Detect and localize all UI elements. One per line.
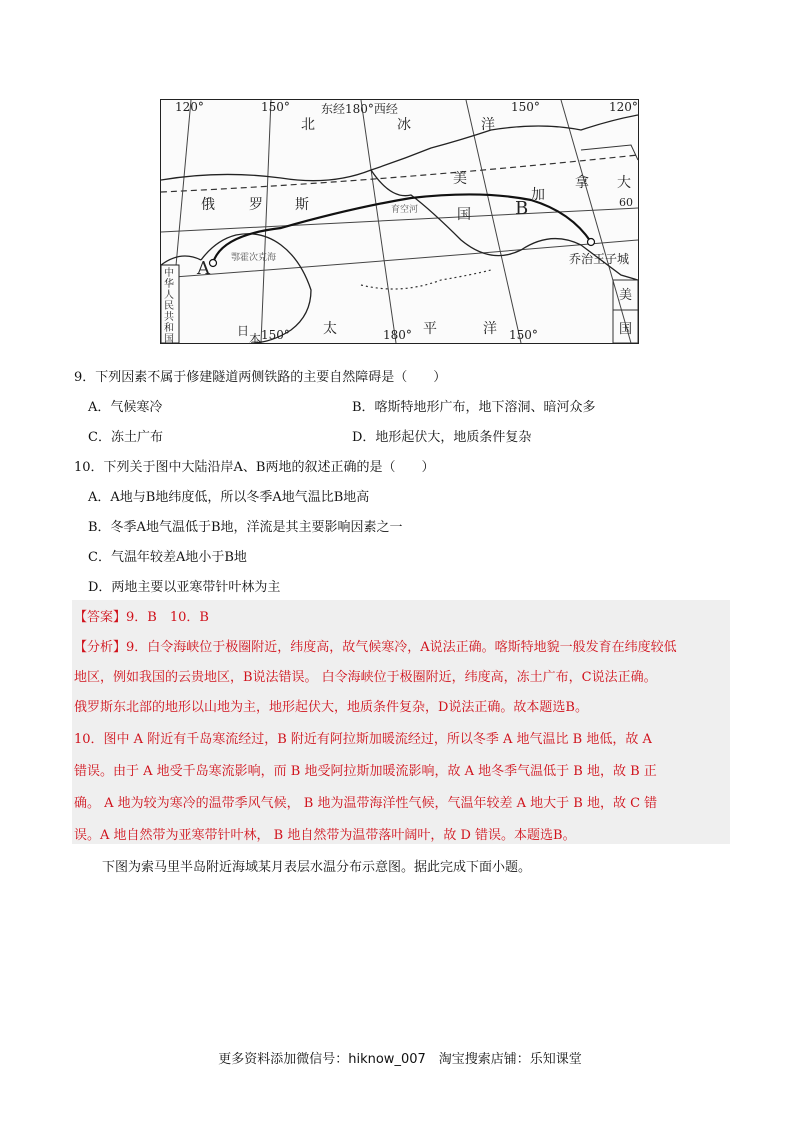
map-label-luo: 罗 bbox=[249, 197, 263, 213]
map-label-ben: 本 bbox=[249, 332, 262, 344]
map-label-bei: 北 bbox=[301, 117, 315, 133]
map-label-bottom-180: 180° bbox=[383, 328, 412, 342]
map-label-e: 俄 bbox=[201, 197, 215, 213]
map-label-okhotsk: 鄂霍次克海 bbox=[231, 253, 277, 263]
page-footer: 更多资料添加微信号：hiknow_007 淘宝搜索店铺：乐知课堂 bbox=[218, 1052, 582, 1067]
q10-option-b: B．冬季A地气温低于B地，洋流是其主要影响因素之一 bbox=[88, 520, 403, 535]
q9-option-d: D．地形起伏大，地质条件复杂 bbox=[352, 430, 532, 445]
map-label-bing: 冰 bbox=[397, 117, 411, 133]
answer-line: 【答案】9．B 10．B bbox=[74, 610, 209, 625]
map-label-na: 拿 bbox=[575, 175, 589, 191]
map-label-lat60: 60 bbox=[619, 196, 633, 209]
map-label-mei: 美 bbox=[453, 171, 467, 187]
analysis-line: 俄罗斯东北部的地形以山地为主，地形起伏大，地质条件复杂，D说法正确。故本题选B。 bbox=[74, 700, 588, 715]
map-label-ri: 日 bbox=[237, 324, 250, 338]
analysis-line: 确。 A 地为较为寒冷的温带季风气候， B 地为温带海洋性气候，气温年较差 A 地大于 B 地，故 C 错 bbox=[74, 796, 658, 811]
analysis-line: 【分析】9．白令海峡位于极圈附近，纬度高，故气候寒冷，A说法正确。喀斯特地貌一般发育在纬度较低 bbox=[74, 640, 677, 655]
map-label-lon120: 120° bbox=[175, 100, 204, 114]
map-label-lon150w: 150° bbox=[511, 100, 540, 114]
q10-stem: 10．下列关于图中大陆沿岸A、B两地的叙述正确的是（ ） bbox=[74, 460, 435, 475]
q9-stem: 9．下列因素不属于修建隧道两侧铁路的主要自然障碍是（ ） bbox=[74, 370, 447, 385]
q9-option-a: A．气候寒冷 bbox=[88, 400, 163, 415]
analysis-line: 10．图中 A 附近有千岛寒流经过，B 附近有阿拉斯加暖流经过，所以冬季 A 地气温比 B 地低，故 A bbox=[74, 732, 652, 747]
map-label-east180: 东经180°西经 bbox=[321, 102, 398, 116]
q9-option-b: B．喀斯特地形广布，地下溶洞、暗河众多 bbox=[352, 400, 596, 415]
map-label-lon120w: 120° bbox=[609, 100, 638, 114]
map-label-yang: 洋 bbox=[481, 117, 495, 133]
map-figure bbox=[160, 99, 639, 344]
map-label-tai: 太 bbox=[323, 321, 337, 337]
map-label-china: 中华人民共和国 bbox=[164, 268, 174, 344]
q10-option-c: C．气温年较差A地小于B地 bbox=[88, 550, 247, 565]
map-label-yukon: 育空河 bbox=[391, 205, 419, 215]
map-label-prince-george: 乔治王子城 bbox=[569, 252, 630, 266]
analysis-line: 误。A 地自然带为亚寒带针叶林， B 地自然带为温带落叶阔叶，故 D 错误。本题选B。 bbox=[74, 828, 576, 843]
analysis-line: 地区，例如我国的云贵地区，B说法错误。 白令海峡位于极圈附近，纬度高，冻土广布，C说法正确。 bbox=[74, 670, 657, 685]
map-label-guo2: 国 bbox=[619, 322, 633, 337]
map-label-bottom-150w: 150° bbox=[509, 328, 538, 342]
q10-option-d: D．两地主要以亚寒带针叶林为主 bbox=[88, 580, 281, 595]
map-drawing bbox=[161, 100, 638, 343]
map-label-da: 大 bbox=[617, 175, 631, 191]
map-label-yang2: 洋 bbox=[483, 321, 497, 337]
analysis-line: 错误。由于 A 地受千岛寒流影响，而 B 地受阿拉斯加暖流影响，故 A 地冬季气温低于 B 地，故 B 正 bbox=[74, 764, 657, 779]
map-label-mei2: 美 bbox=[619, 288, 633, 303]
map-label-si: 斯 bbox=[295, 197, 309, 213]
next-section-intro: 下图为索马里半岛附近海域某月表层水温分布示意图。据此完成下面小题。 bbox=[102, 860, 532, 875]
q9-option-c: C．冻土广布 bbox=[88, 430, 163, 445]
map-label-guo: 国 bbox=[457, 207, 471, 223]
map-label-jia: 加 bbox=[531, 187, 545, 203]
map-label-lon150: 150° bbox=[261, 100, 290, 114]
map-label-point-a: A bbox=[197, 258, 210, 279]
map-label-ping: 平 bbox=[423, 321, 437, 337]
map-label-bottom-150: 150° bbox=[261, 328, 290, 342]
map-label-point-b: B bbox=[515, 198, 529, 219]
q10-option-a: A．A地与B地纬度低，所以冬季A地气温比B地高 bbox=[88, 490, 370, 505]
